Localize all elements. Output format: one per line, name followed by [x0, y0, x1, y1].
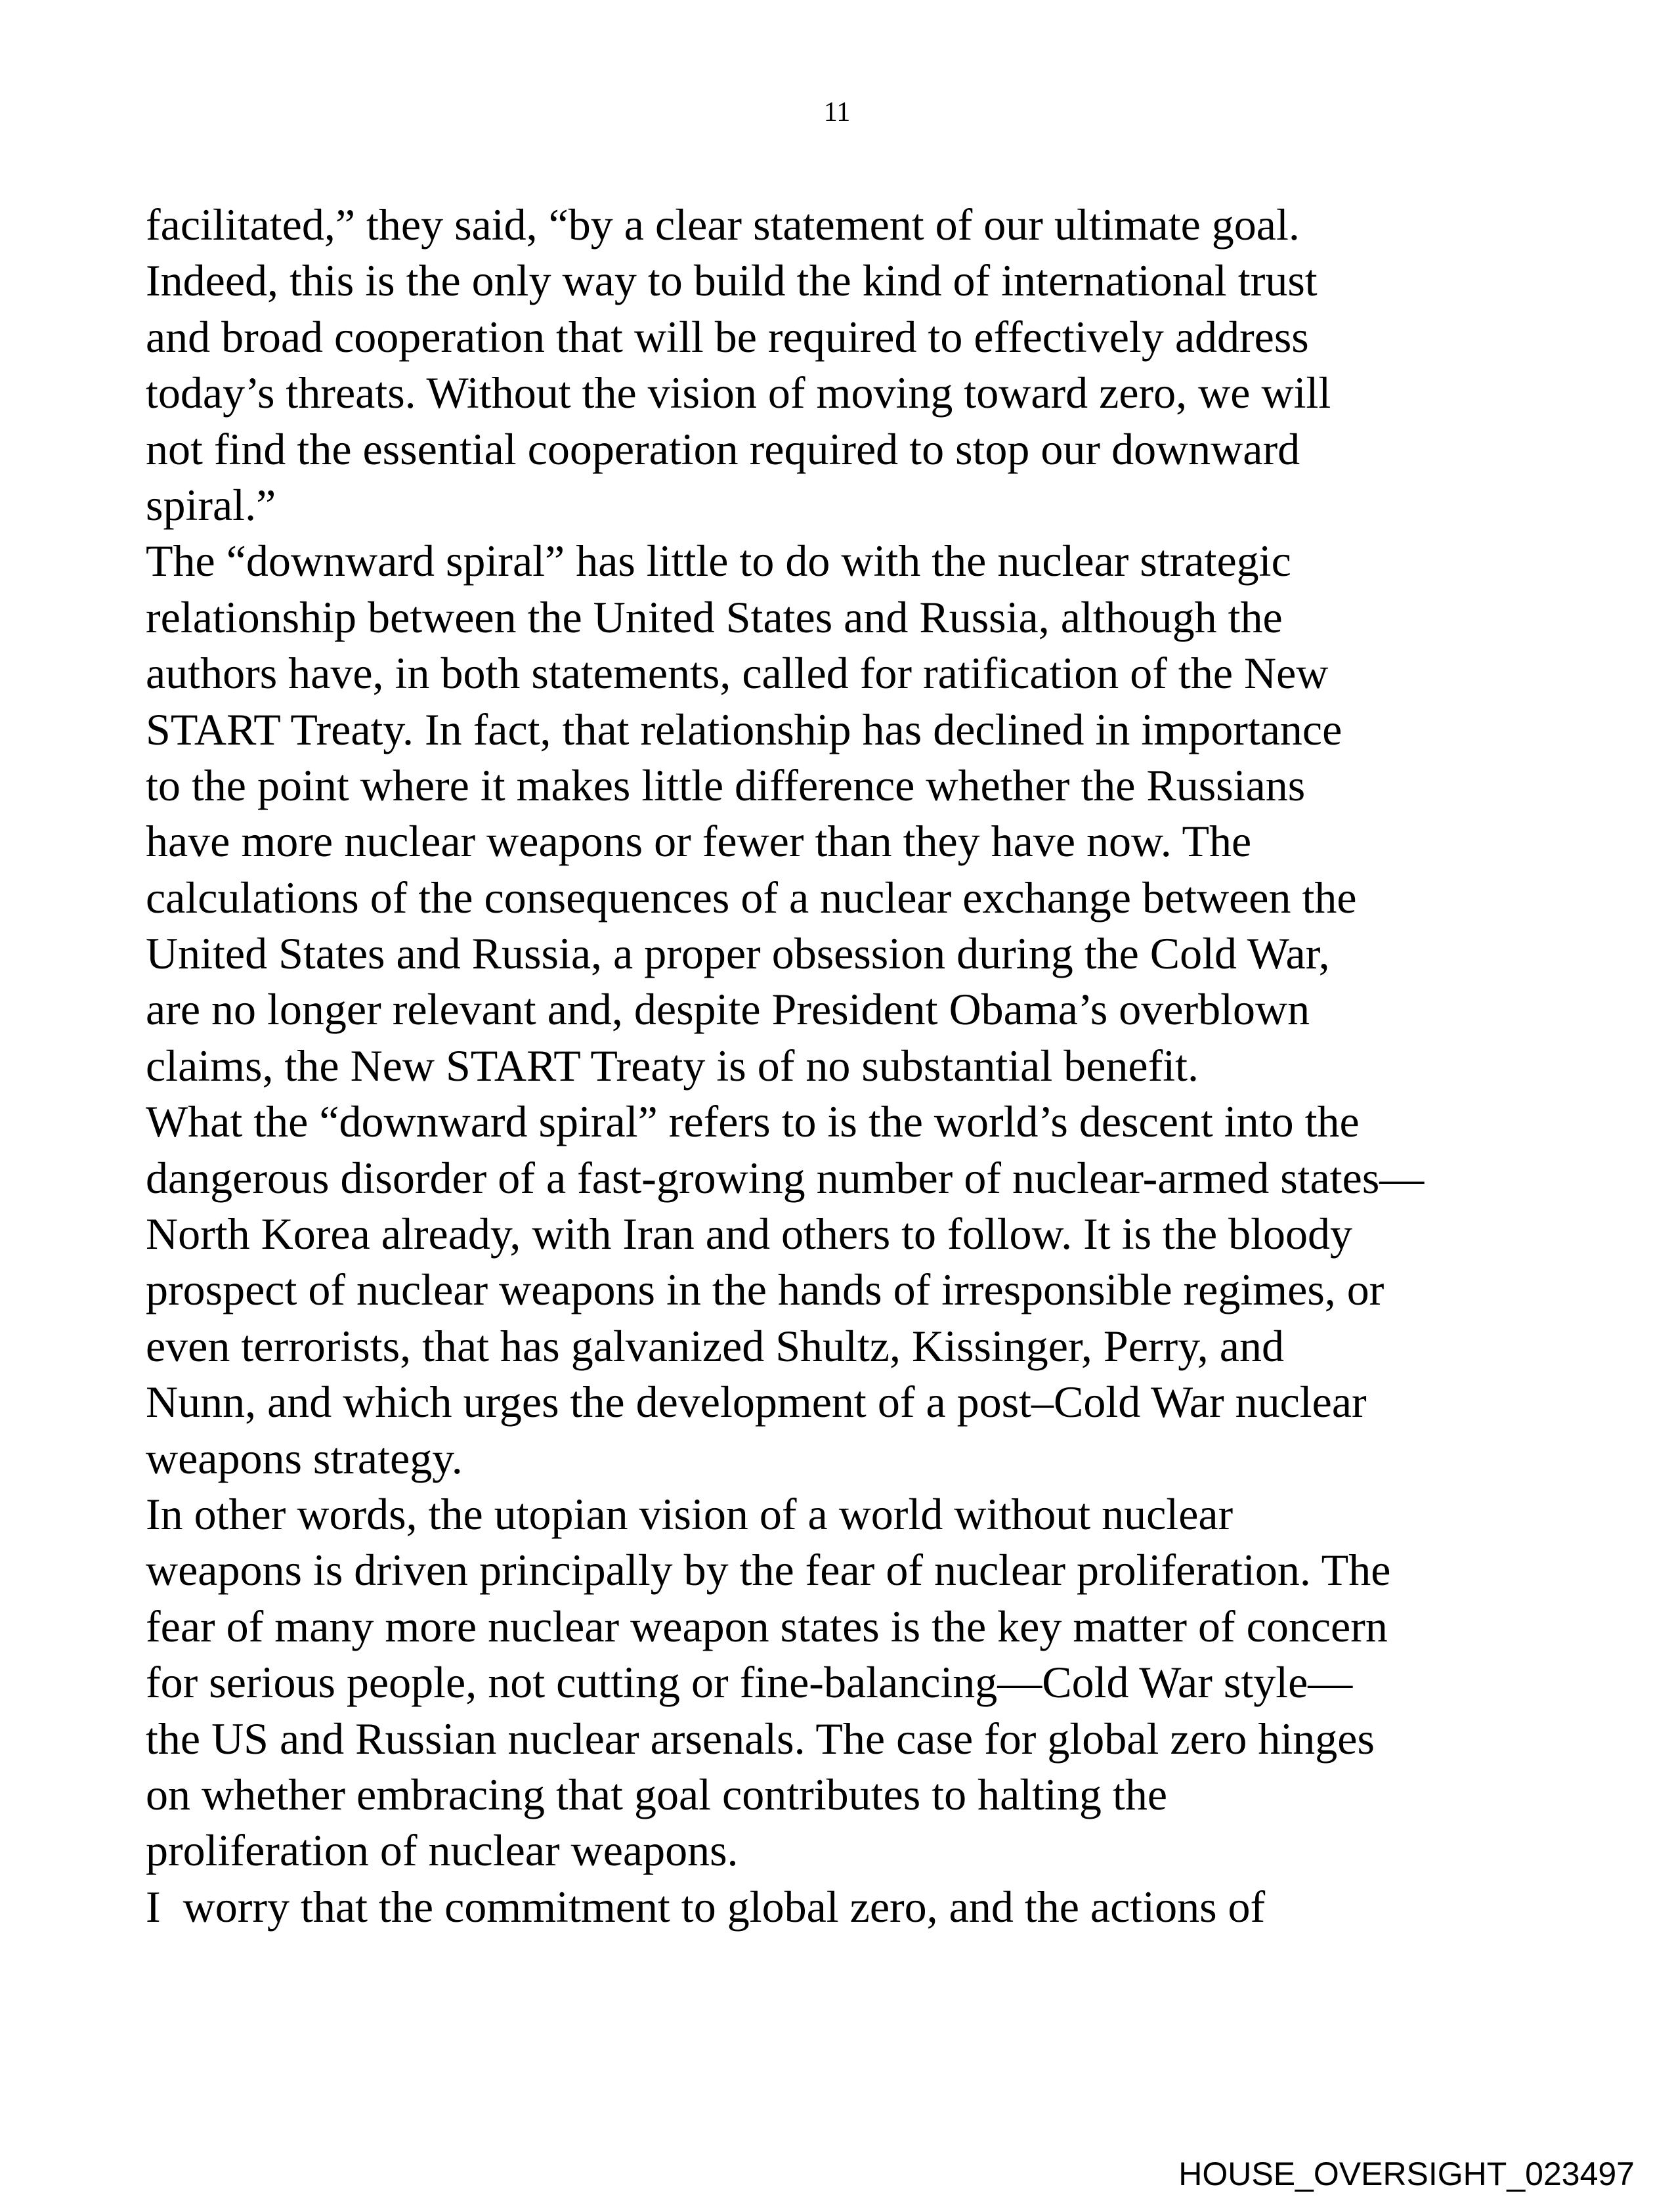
text-line: calculations of the consequences of a nuclear exchange between the: [146, 872, 1357, 922]
text-line: weapons strategy.: [146, 1433, 463, 1483]
text-line: and broad cooperation that will be required to effectively address: [146, 311, 1309, 362]
text-line: facilitated,” they said, “by a clear statement of our ultimate goal.: [146, 200, 1300, 249]
text-line: United States and Russia, a proper obsession during the Cold War,: [146, 928, 1330, 979]
paragraph: [146, 1879, 1629, 1935]
text-line: to the point where it makes little difference whether the Russians: [146, 760, 1306, 810]
text-line: I worry that the commitment to global zero, and the actions of: [146, 1881, 1266, 1932]
text-line: Indeed, this is the only way to build the kind of international trust: [146, 255, 1318, 306]
paragraph: [146, 533, 1629, 1094]
text-line: for serious people, not cutting or fine-balancing—Cold War style—: [146, 1657, 1353, 1708]
text-line: authors have, in both statements, called for ratification of the New: [146, 648, 1329, 699]
text-line: are no longer relevant and, despite President Obama’s overblown: [146, 984, 1310, 1035]
text-line: relationship between the United States and Russia, although the: [146, 592, 1283, 642]
paragraph: [146, 197, 1629, 533]
text-line: prospect of nuclear weapons in the hands of irresponsible regimes, or: [146, 1265, 1384, 1315]
paragraph: [146, 1094, 1629, 1486]
page-number: 11: [823, 97, 851, 127]
body-text: [146, 197, 1629, 1935]
text-line: Nunn, and which urges the development of a post–Cold War nuclear: [146, 1377, 1367, 1427]
text-line: have more nuclear weapons or fewer than they have now. The: [146, 816, 1252, 867]
text-line: fear of many more nuclear weapon states is the key matter of concern: [146, 1601, 1388, 1651]
text-line: START Treaty. In fact, that relationship has declined in importance: [146, 704, 1342, 754]
text-line: weapons is driven principally by the fear of nuclear proliferation. The: [146, 1545, 1391, 1595]
text-line: spiral.”: [146, 479, 276, 530]
text-line: In other words, the utopian vision of a world without nuclear: [146, 1488, 1234, 1539]
text-line: today’s threats. Without the vision of moving toward zero, we will: [146, 368, 1331, 418]
text-line: on whether embracing that goal contributes to halting the: [146, 1769, 1167, 1819]
text-line: even terrorists, that has galvanized Shultz, Kissinger, Perry, and: [146, 1320, 1284, 1371]
text-line: North Korea already, with Iran and others to follow. It is the bloody: [146, 1209, 1353, 1259]
text-line: proliferation of nuclear weapons.: [146, 1825, 739, 1876]
text-line: The “downward spiral” has little to do with the nuclear strategic: [146, 536, 1291, 586]
text-line: dangerous disorder of a fast-growing number of nuclear-armed states—: [146, 1152, 1425, 1203]
document-id-footer: HOUSE_OVERSIGHT_023497: [1178, 2156, 1635, 2192]
text-line: What the “downward spiral” refers to is the world’s descent into the: [146, 1096, 1360, 1147]
paragraph: [146, 1486, 1629, 1879]
text-line: the US and Russian nuclear arsenals. The case for global zero hinges: [146, 1713, 1375, 1764]
text-line: claims, the New START Treaty is of no substantial benefit.: [146, 1040, 1199, 1091]
text-line: not find the essential cooperation required to stop our downward: [146, 423, 1300, 474]
